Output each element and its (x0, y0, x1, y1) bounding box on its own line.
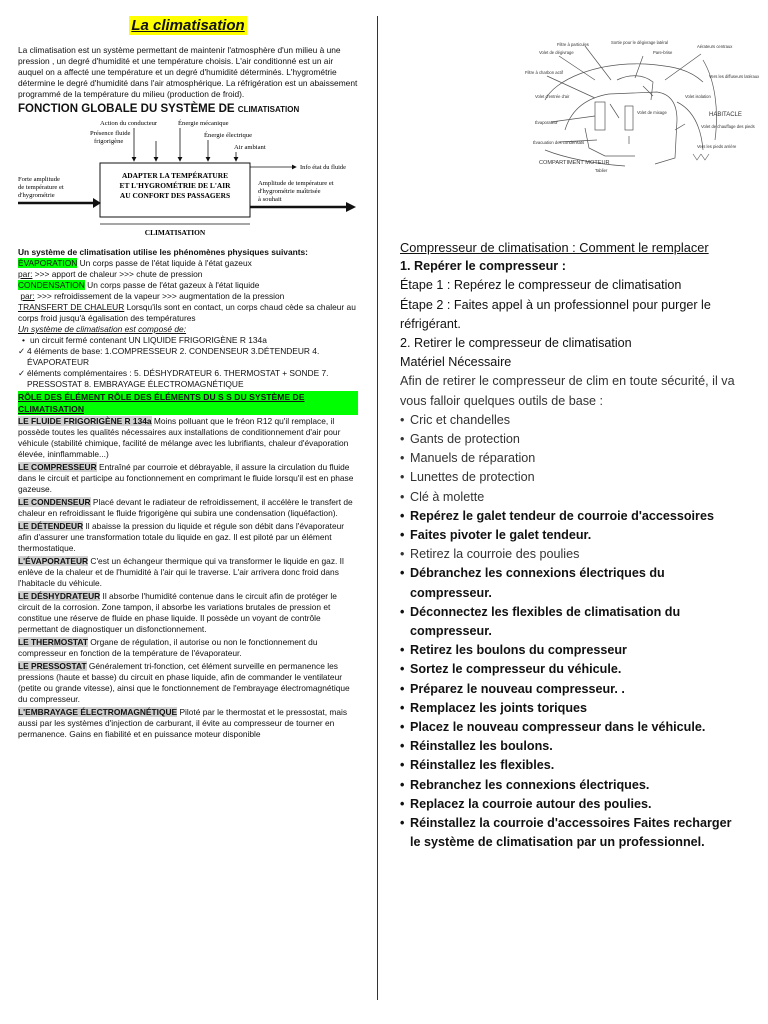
label-evaporateur: Évaporateur (535, 120, 558, 125)
element-description (18, 661, 358, 705)
airflow-arrows (693, 154, 709, 160)
leader-line (585, 46, 611, 80)
role-title: RÔLE DES ÉLÉMENT RÔLE DES ÉLÉMENTS DU S S DU SYSTÈME DE CLIMATISATION (18, 391, 358, 415)
diagram-energie-meca-label: Énergie mécanique (178, 120, 229, 127)
function-diagram (18, 117, 358, 245)
leader-line (635, 56, 643, 78)
diagram-presence2-label: frigorigène (94, 138, 124, 145)
arrow-output-head (346, 202, 356, 212)
diagram-right-line3: à souhait (258, 196, 282, 203)
element-label: LE DÉTENDEUR (18, 521, 84, 531)
diagram-energie-elec-label: Énergie électrique (204, 132, 253, 139)
label-pare-brise: Pare-brise (653, 50, 673, 55)
housing-outline (565, 92, 677, 164)
complementary-elements-item: ✓ éléments complémentaires : 5. DÉSHYDRATEUR 6. THERMOSTAT + SONDE 7. PRESSOSTAT 8. EMBRAYAGE ÉLECTROMAGNÉTIQUE (18, 368, 329, 389)
element-description (18, 637, 358, 659)
diagram-left-line3: d'hygrométrie (18, 192, 55, 199)
compose-line: Un système de climatisation est composé de: (18, 324, 187, 334)
step-item: • Remplacez les joints toriques (400, 699, 740, 718)
element-text: Entraîné par courroie et débrayable, il assure la circulation du fluide dans le circuit et participe au fonctionnement en comprimant le fluide lorsqu'il est en phase gazeuse. (18, 462, 354, 494)
steps-list (400, 507, 740, 853)
elements-list (18, 416, 358, 740)
element-description (18, 416, 358, 460)
section-1-title: 1. Repérer le compresseur : (400, 259, 566, 274)
check-icon: ✓ (18, 368, 26, 378)
tool-item: • Lunettes de protection (400, 468, 740, 487)
diagram-presence1-label: Présence fluide (90, 130, 131, 137)
condensation-line: CONDENSATION Un corps passe de l'état gazeux à l'état liquide (18, 280, 260, 290)
housing-bottom (585, 128, 635, 156)
materiel-title: Matériel Nécessaire (400, 355, 512, 370)
evaporator-shape (595, 102, 605, 130)
etape-1: Étape 1 : Repérez le compresseur de climatisation (400, 278, 682, 293)
left-column (18, 16, 358, 742)
hvac-schematic (525, 40, 760, 175)
diagram-box-line2: ET L'HYGROMÉTRIE DE L'AIR (119, 181, 231, 190)
page-title: La climatisation (131, 17, 245, 34)
diagram-right-line2: d'hygrométrie maîtrisée (258, 188, 321, 195)
step-item: • Repérez le galet tendeur de courroie d'accessoires (400, 507, 740, 526)
par-line-1: par: >>> apport de chaleur >>> chute de pression (18, 269, 203, 279)
element-label: L'EMBRAYAGE ÉLECTROMAGNÉTIQUE (18, 707, 178, 717)
label-volet-isolation: Volet isolation (685, 94, 711, 99)
step-item: • Retirez les boulons du compresseur (400, 641, 740, 660)
step-item: • Réinstallez les boulons. (400, 737, 740, 756)
mix-flap (610, 104, 619, 118)
step-item: • Réinstallez la courroie d'accessoires Faites recharger le système de climatisation par un professionnel. (400, 814, 740, 852)
step-item: • Réinstallez les flexibles. (400, 756, 740, 775)
tool-item: • Gants de protection (400, 430, 740, 449)
element-description (18, 556, 358, 589)
tool-item: • Clé à molette (400, 488, 740, 507)
fonction-title: FONCTION GLOBALE DU SYSTÈME DE CLIMATISATION (18, 103, 300, 115)
section-2-title: 2. Retirer le compresseur de climatisation (400, 336, 632, 351)
element-text: C'est un échangeur thermique qui va transformer le liquide en gaz. Il enlève de la chaleur et de l'humidité à l'air qui le traverse. L'air arrivera donc froid dans l'habitacle du véhicule. (18, 556, 344, 588)
element-text: Organe de régulation, il autorise ou non le fonctionnement du compresseur en fonction de la température de l'évaporateur. (18, 637, 318, 658)
element-text: Placé devant le radiateur de refroidissement, il accélère le transfert de chaleur en refroidissant le fluide frigorigène qui subira une condensation (liquéfaction). (18, 497, 353, 518)
tool-item: • Manuels de réparation (400, 449, 740, 468)
diagram-air-label: Air ambiant (234, 144, 266, 151)
right-heading: Compresseur de climatisation : Comment le remplacer (400, 240, 709, 255)
diagram-box-line1: ADAPTER LA TEMPÉRATURE (121, 171, 229, 180)
diagram-left-line2: de température et (18, 184, 64, 191)
element-label: LE DÉSHYDRATEUR (18, 591, 101, 601)
diagram-left-line1: Forte amplitude (18, 176, 60, 183)
step-item: • Sortez le compresseur du véhicule. (400, 660, 740, 679)
element-text: Il abaisse la pression du liquide et régule son débit dans l'évaporateur afin d'assurer une transformation totale du liquide en gaz. Il est piloté par un élément thermostatique. (18, 521, 345, 553)
check-icon: ✓ (18, 346, 26, 356)
label-vers-pieds: Vers les pieds arrière (697, 144, 737, 149)
etape-2: Étape 2 : Faites appel à un professionnel pour purger le réfrigérant. (400, 297, 711, 331)
afin-paragraph: Afin de retirer le compresseur de clim en toute sécurité, il va vous falloir quelques outils de base : (400, 374, 735, 408)
step-item (400, 603, 740, 641)
element-text: Il absorbe l'humidité contenue dans le circuit afin de protéger le circuit de la corrosion. Zone tampon, il absorbe les variations brutales de pression et constitue une réserve de fluide en phase liquide. Il possède un voyant de contrôle permettant de diagnostiquer un disfonctionnement. (18, 591, 337, 634)
step-item: • Placez le nouveau compresseur dans le véhicule. (400, 718, 740, 737)
base-elements-item: ✓ 4 éléments de base: 1.COMPRESSEUR 2. CONDENSEUR 3.DÉTENDEUR 4. ÉVAPORATEUR (18, 346, 320, 367)
label-filtre-particules: Filtre à particules (557, 42, 589, 47)
intro-paragraph: La climatisation est un système permettant de maintenir l'atmosphère d'un milieu à une pression , un degré d'humidité et une température choisis. L'air conditionné est un air auquel on a affecté une température et un degré d'humidité déterminés. L'hygrométrie détermine le degré d'humidité dans l'air atmosphérique. La réfrigération est un abaissement programmé de la température du milieu (production de froid). (18, 45, 358, 99)
diagram-action-label: Action du conducteur (100, 120, 158, 127)
element-description (18, 707, 358, 740)
label-aerateurs: Aérateurs centraux (697, 44, 733, 49)
label-vers-diffuseurs: Vers les diffuseurs latéraux (709, 74, 760, 79)
element-label: LE PRESSOSTAT (18, 661, 87, 671)
label-tablier: Tablier (595, 168, 608, 173)
step-text: Déconnectez les flexibles de climatisation du compresseur. (410, 604, 681, 639)
tool-item: • Cric et chandelles (400, 411, 740, 430)
element-description (18, 521, 358, 554)
leader-line (559, 56, 595, 80)
element-label: LE THERMOSTAT (18, 637, 88, 647)
element-label: LE FLUIDE FRIGORIGÈNE R 134a (18, 416, 152, 426)
element-text: Moins polluant que le fréon R12 qu'il remplace, il possède toutes les qualités nécessaires aux installations de conditionnement d'air pour véhicule (stabilité chimique, facilité de mélange avec les lubrifiants, chaleur d'évaporation élevée, ininflammable...) (18, 416, 349, 459)
right-column (400, 238, 740, 853)
duct-right (677, 102, 703, 150)
label-volet-chauffage: Volet de chauffage des pieds (701, 124, 755, 129)
circuit-bullet: • un circuit fermé contenant UN LIQUIDE FRIGORIGÈNE R 134a (18, 335, 358, 346)
defrost-flap (643, 86, 653, 96)
element-description (18, 591, 358, 635)
step-item: • Débranchez les connexions électriques du compresseur. (400, 564, 740, 602)
label-compartiment: COMPARTIMENT MOTEUR (539, 160, 610, 166)
label-volet-entree: Volet d'entrée d'air (535, 94, 570, 99)
element-text: Piloté par le thermostat et le pressostat, mais aussi par les systèmes d'injection de carburant, il évite au compresseur de tourner en permanence. Gains en fiabilité et en puissance moteur disponible (18, 707, 348, 739)
diagram-right-line1: Amplitude de température et (258, 180, 334, 187)
step-item: • Préparez le nouveau compresseur. . (400, 680, 740, 699)
diagram-info-label: Info état du fluide (300, 164, 346, 171)
heater-shape (625, 106, 633, 130)
column-divider (377, 16, 378, 1000)
diagram-box-line3: AU CONFORT DES PASSAGERS (119, 191, 231, 200)
label-evacuation: Évacuation des condensats (533, 140, 585, 145)
phenomenes-intro: Un système de climatisation utilise les phénomènes physiques suivants: (18, 247, 308, 257)
element-description (18, 497, 358, 519)
element-label: L'ÉVAPORATEUR (18, 556, 89, 566)
step-item: • Rebranchez les connexions électriques. (400, 776, 740, 795)
step-item: • Replacez la courroie autour des poulies. (400, 795, 740, 814)
duct-top (617, 76, 653, 100)
tools-list (400, 411, 740, 507)
diagram-bottom-label: CLIMATISATION (144, 228, 206, 237)
element-label: LE COMPRESSEUR (18, 462, 97, 472)
label-filtre-charbon: Filtre à charbon actif (525, 70, 563, 75)
element-label: LE CONDENSEUR (18, 497, 91, 507)
par-line-2: par: >>> refroidissement de la vapeur >>> augmentation de la pression (20, 291, 285, 301)
transfert-line: TRANSFERT DE CHALEUR Lorsqu'ils sont en contact, un corps chaud cède sa chaleur au corps froid jusqu'à égalisation des températures (18, 302, 356, 323)
evaporation-line: ÉVAPORATION Un corps passe de l'état liquide à l'état gazeux (18, 258, 252, 268)
label-habitacle: HABITACLE (709, 112, 742, 118)
step-item: • Retirez la courroie des poulies (400, 545, 740, 564)
label-volet-mixage: Volet de mixage (637, 110, 667, 115)
label-sortie-degivrage: Sortie pour le dégivrage latéral (611, 40, 669, 45)
element-description (18, 462, 358, 495)
element-text: Généralement tri-fonction, cet élément surveille en permanence les pressions (haute et basse) du circuit en phase liquide, afin de commander le ventilateur (petite ou grande vitesse), ainsi que le fonctionnement de l'embrayage électromagnétique du compresseur. (18, 661, 350, 704)
label-volet-degivrage: Volet de dégivrage (539, 50, 574, 55)
step-item: • Faites pivoter le galet tendeur. (400, 526, 740, 545)
